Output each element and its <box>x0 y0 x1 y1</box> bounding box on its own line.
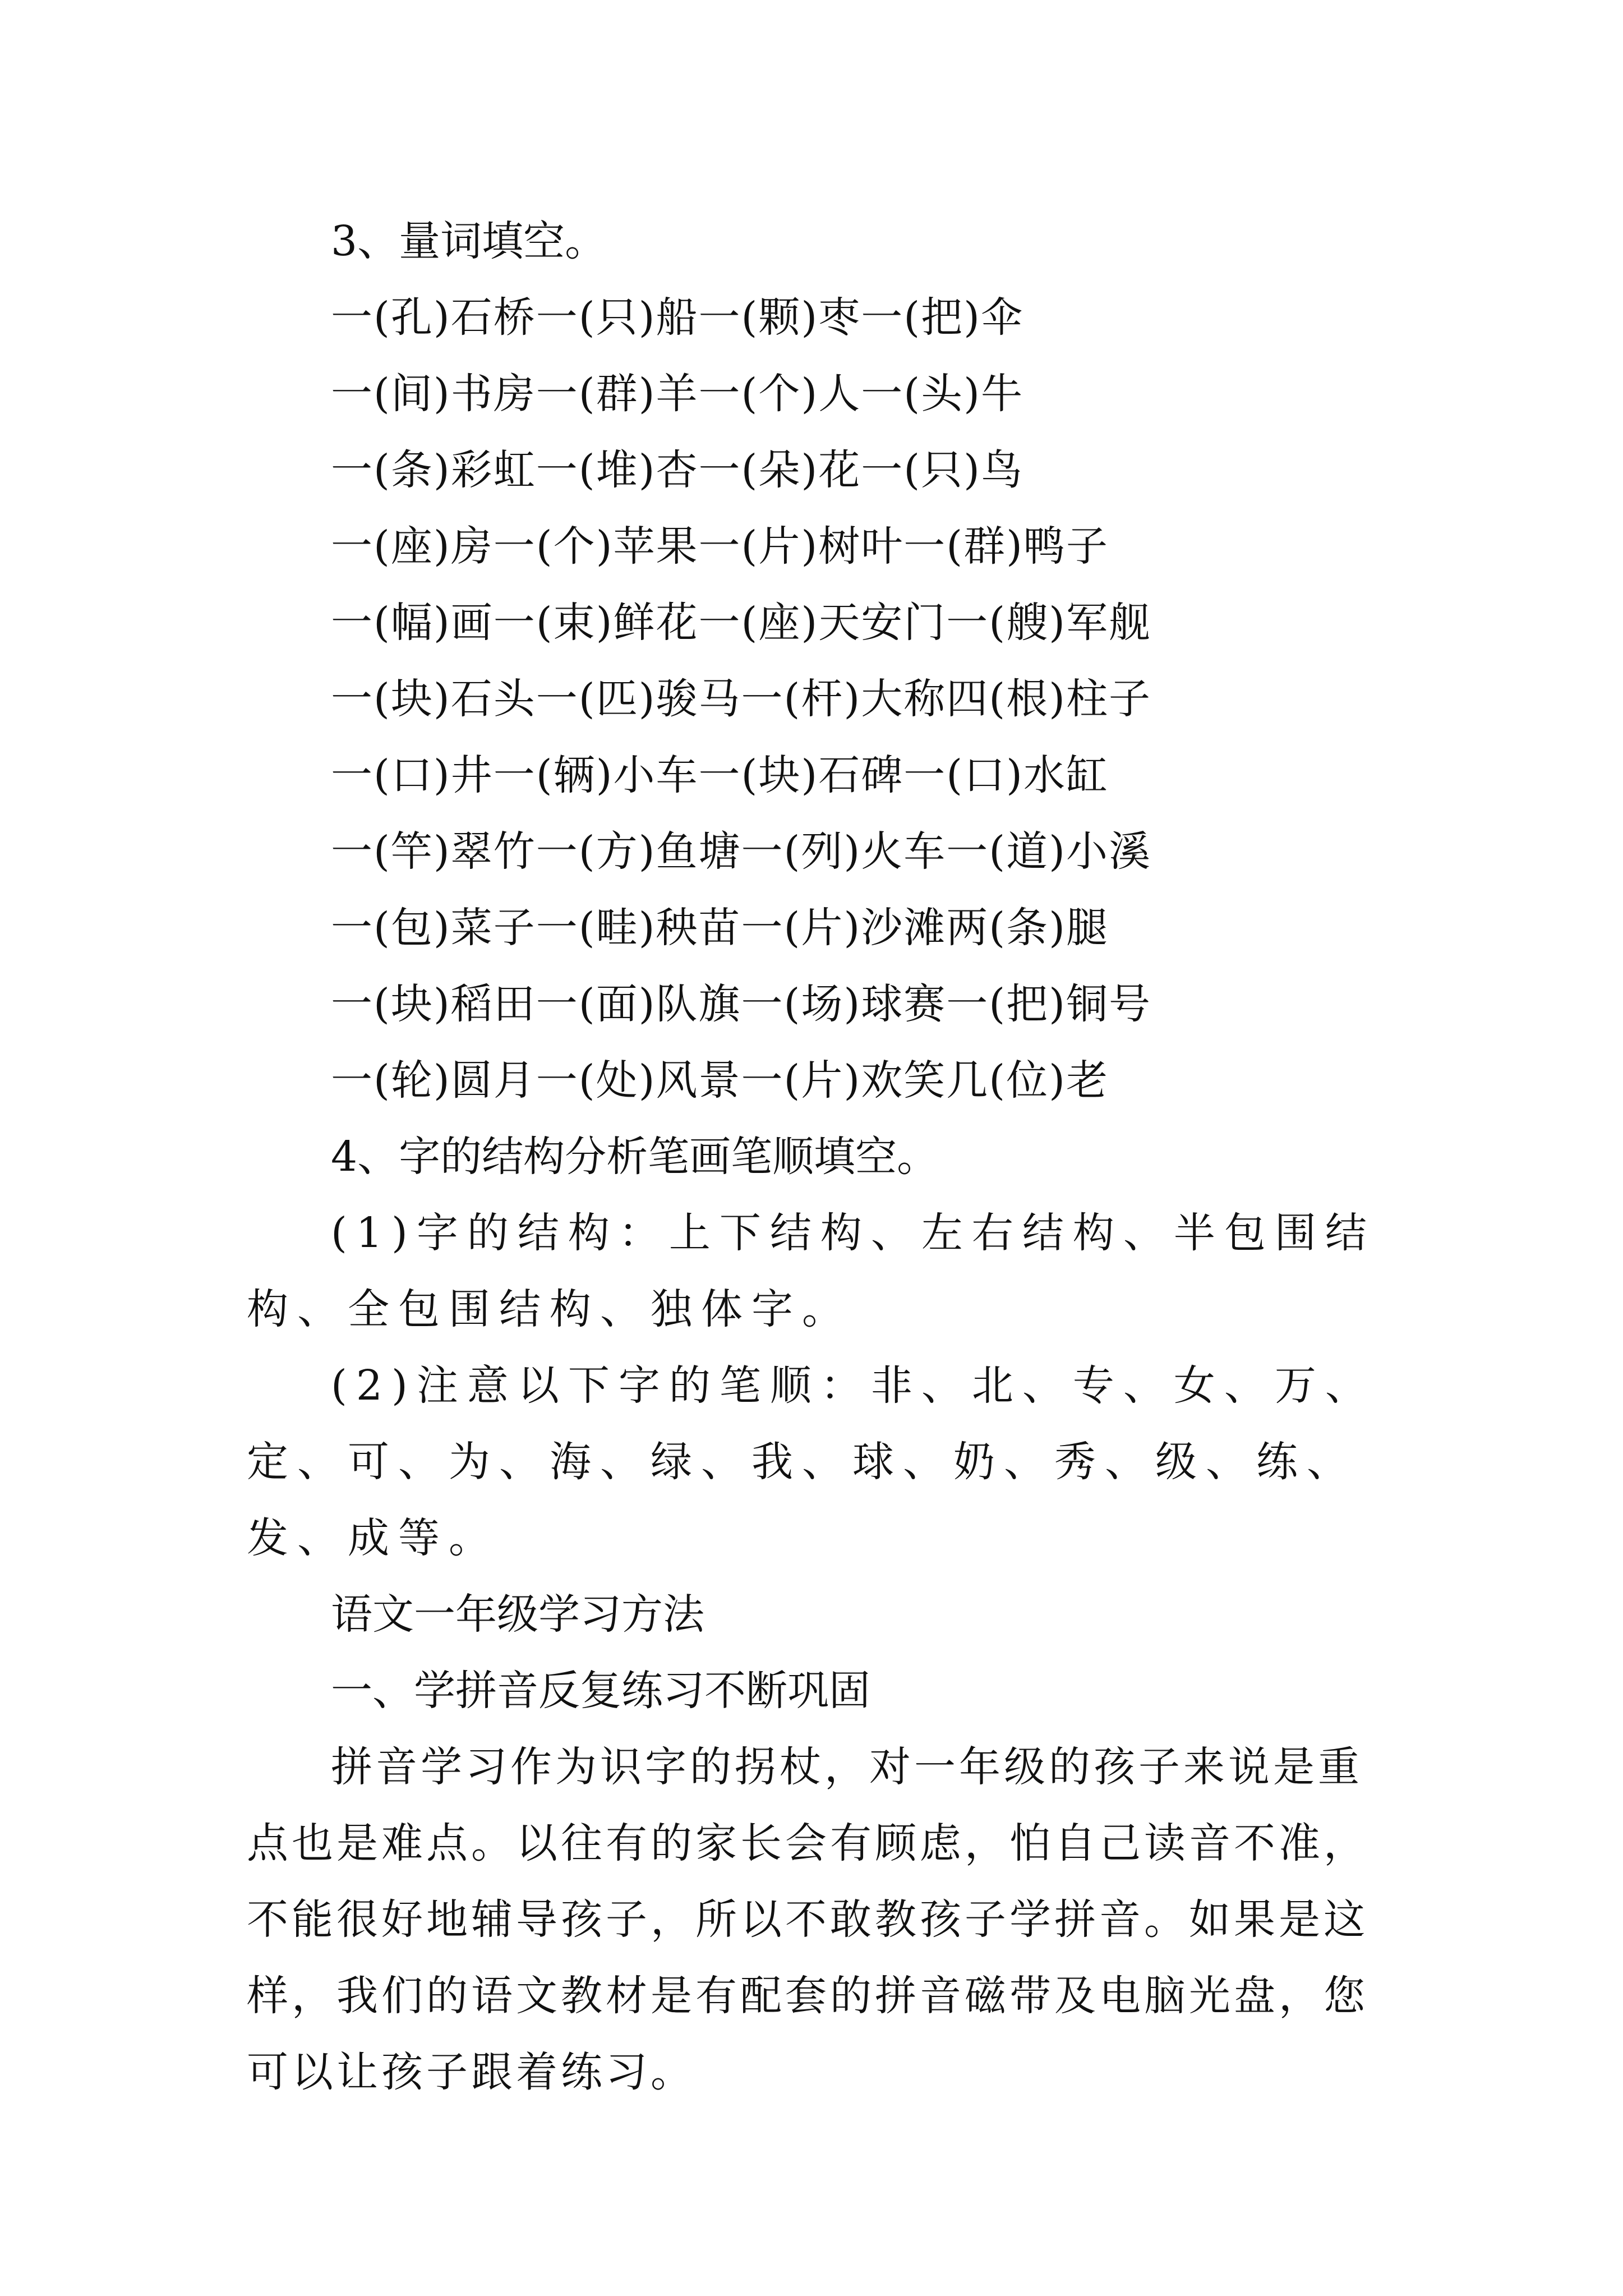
measure-word-line: 一(块)稻田一(面)队旗一(场)球赛一(把)铜号 <box>331 980 1151 1028</box>
method-paragraph: 拼音学习作为识字的拐杖，对一年级的孩子来说是重点也是难点。以往有的家长会有顾虑，怕自己读音不准，不能很好地辅导孩子，所以不敢教孩子学拼音。如果是这样，我们的语文教材是有配套的拼音磁带及电脑光盘，您可以让孩子跟着练习。 <box>247 1743 1368 2096</box>
measure-word-line: 一(幅)画一(束)鲜花一(座)天安门一(艘)军舰 <box>331 599 1151 647</box>
measure-word-line: 一(口)井一(辆)小车一(块)石碑一(口)水缸 <box>331 751 1109 799</box>
measure-word-line: 一(间)书房一(群)羊一(个)人一(头)牛 <box>331 370 1023 418</box>
section-heading-4: 4、字的结构分析笔画笔顺填空。 <box>331 1133 939 1181</box>
measure-word-line: 一(竿)翠竹一(方)鱼塘一(列)火车一(道)小溪 <box>331 827 1151 876</box>
stroke-order-paragraph: (2)注意以下字的笔顺：非、北、专、女、万、定、可、为、海、绿、我、球、奶、秀、级、练、发、成等。 <box>247 1361 1376 1562</box>
method-subheading: 一、学拼音反复练习不断巩固 <box>331 1667 870 1715</box>
measure-word-line: 一(块)石头一(匹)骏马一(杆)大称四(根)柱子 <box>331 675 1151 723</box>
measure-word-line: 一(孔)石桥一(只)船一(颗)枣一(把)伞 <box>331 293 1023 342</box>
structure-paragraph: (1)字的结构：上下结构、左右结构、半包围结构、全包围结构、独体字。 <box>247 1209 1376 1333</box>
method-title: 语文一年级学习方法 <box>331 1590 704 1639</box>
document-body <box>247 203 1391 2110</box>
measure-word-list <box>247 279 1391 1119</box>
measure-word-line: 一(包)菜子一(畦)秧苗一(片)沙滩两(条)腿 <box>331 904 1109 952</box>
measure-word-line: 一(座)房一(个)苹果一(片)树叶一(群)鸭子 <box>331 522 1109 570</box>
measure-word-line: 一(条)彩虹一(堆)杏一(朵)花一(只)鸟 <box>331 446 1023 494</box>
section-heading-3: 3、量词填空。 <box>331 217 607 265</box>
measure-word-line: 一(轮)圆月一(处)风景一(片)欢笑几(位)老 <box>331 1056 1109 1105</box>
